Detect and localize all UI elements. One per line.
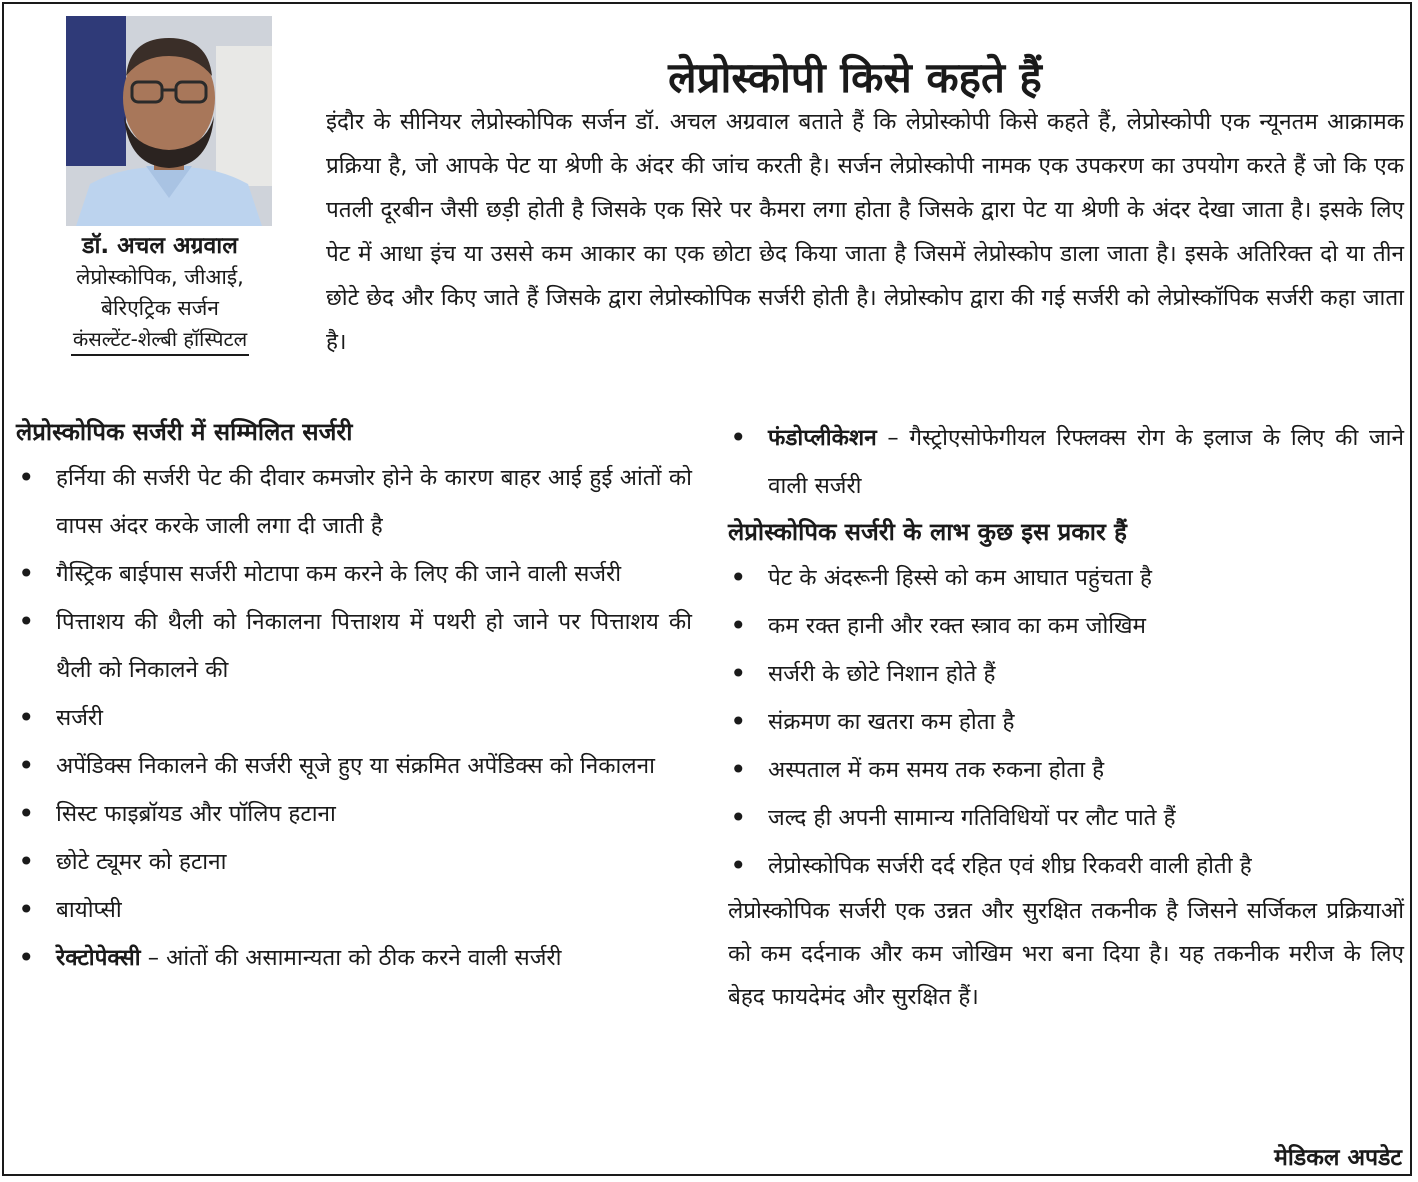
list-item: • हर्निया की सर्जरी पेट की दीवार कमजोर होने के कारण बाहर आई हुई आंतों को वापस अंदर करके जाली लगा दी जाती है [16,454,692,550]
section-footer-label: मेडिकल अपडेट [1274,1145,1402,1171]
list-item: • अस्पताल में कम समय तक रुकना होता है [728,746,1404,794]
list-item: • सर्जरी के छोटे निशान होते हैं [728,650,1404,698]
closing-paragraph: लेप्रोस्कोपिक सर्जरी एक उन्नत और सुरक्षित तकनीक है जिसने सर्जिकल प्रक्रियाओं को कम दर्दनाक और कम जोखिम भरा बना दिया है। यह तकनीक मरीज के लिए बेहद फायदेमंद और सुरक्षित हैं। [728,898,1404,1010]
list-item: • संक्रमण का खतरा कम होता है [728,698,1404,746]
list-item: • अपेंडिक्स निकालने की सर्जरी सूजे हुए या संक्रमित अपेंडिक्स को निकालना [16,742,692,790]
author-role-line2: बेरिएट्रिक सर्जन [101,296,219,320]
fundoplication-description: – गैस्ट्रोएसोफेगीयल रिफ्लक्स रोग के इलाज के लिए की जाने वाली सर्जरी [768,425,1404,499]
list-item: • छोटे ट्यूमर को हटाना [16,838,692,886]
list-item: • जल्द ही अपनी सामान्य गतिविधियों पर लौट पाते हैं [728,794,1404,842]
benefits-column [728,414,1404,1019]
fundoplication-term: फंडोप्लीकेशन [768,425,877,451]
author-hospital: कंसल्टेंट-शेल्बी हॉस्पिटल [71,324,249,356]
rectopexy-term: रेक्टोपेक्सी [56,945,141,971]
author-portrait-image [66,16,272,226]
author-role-line1: लेप्रोस्कोपिक, जीआई, [76,265,244,289]
included-surgeries-column [16,410,692,982]
benefits-heading: लेप्रोस्कोपिक सर्जरी के लाभ कुछ इस प्रकार हैं [728,518,1127,546]
rectopexy-description: – आंतों की असामान्यता को ठीक करने वाली सर्जरी [140,945,562,971]
list-item: • बायोप्सी [16,886,692,934]
list-item: • सर्जरी [16,694,692,742]
benefits-list [728,554,1404,890]
list-item: • पेट के अंदरूनी हिस्से को कम आघात पहुंचता है [728,554,1404,602]
intro-paragraph: इंदौर के सीनियर लेप्रोस्कोपिक सर्जन डॉ. अचल अग्रवाल बताते हैं कि लेप्रोस्कोपी किसे कहते हैं, लेप्रोस्कोपी एक न्यूनतम आक्रामक प्रक्रिया है, जो आपके पेट या श्रेणी के अंदर की जांच करती है। सर्जन लेप्रोस्कोपी नामक एक उपकरण का उपयोग करते हैं जो कि एक पतली दूरबीन जैसी छड़ी होती है जिसके एक सिरे पर कैमरा लगा होता है जिसके द्वारा पेट या श्रेणी के अंदर देखा जाता है। इसके लिए पेट में आधा इंच या उससे कम आकार का एक छोटा छेद किया जाता है जिसमें लेप्रोस्कोप डाला जाता है। इसके अतिरिक्त दो या तीन छोटे छेद और किए जाते हैं जिसके द्वारा लेप्रोस्कोपिक सर्जरी होती है। लेप्रोस्कोप द्वारा की गई सर्जरी को लेप्रोस्कॉपिक सर्जरी कहा जाता है। [326,109,1404,355]
included-list [16,454,692,982]
list-item: • सिस्ट फाइब्रॉयड और पॉलिप हटाना [16,790,692,838]
author-name: डॉ. अचल अग्रवाल [82,233,238,259]
list-item: • पित्ताशय की थैली को निकालना पित्ताशय में पथरी हो जाने पर पित्ताशय की थैली को निकालने की [16,598,692,694]
list-item: • लेप्रोस्कोपिक सर्जरी दर्द रहित एवं शीघ्र रिकवरी वाली होती है [728,842,1404,890]
included-heading: लेप्रोस्कोपिक सर्जरी में सम्मिलित सर्जरी [16,418,353,446]
author-photo [66,16,272,226]
list-item-rectopexy [16,934,692,982]
list-item: • कम रक्त हानी और रक्त स्त्राव का कम जोखिम [728,602,1404,650]
article-title: लेप्रोस्कोपी किसे कहते हैं [668,53,1042,103]
author-byline [14,230,306,356]
fundoplication-list [728,414,1404,510]
list-item-fundoplication [728,414,1404,510]
list-item: • गैस्ट्रिक बाईपास सर्जरी मोटापा कम करने के लिए की जाने वाली सर्जरी [16,550,692,598]
